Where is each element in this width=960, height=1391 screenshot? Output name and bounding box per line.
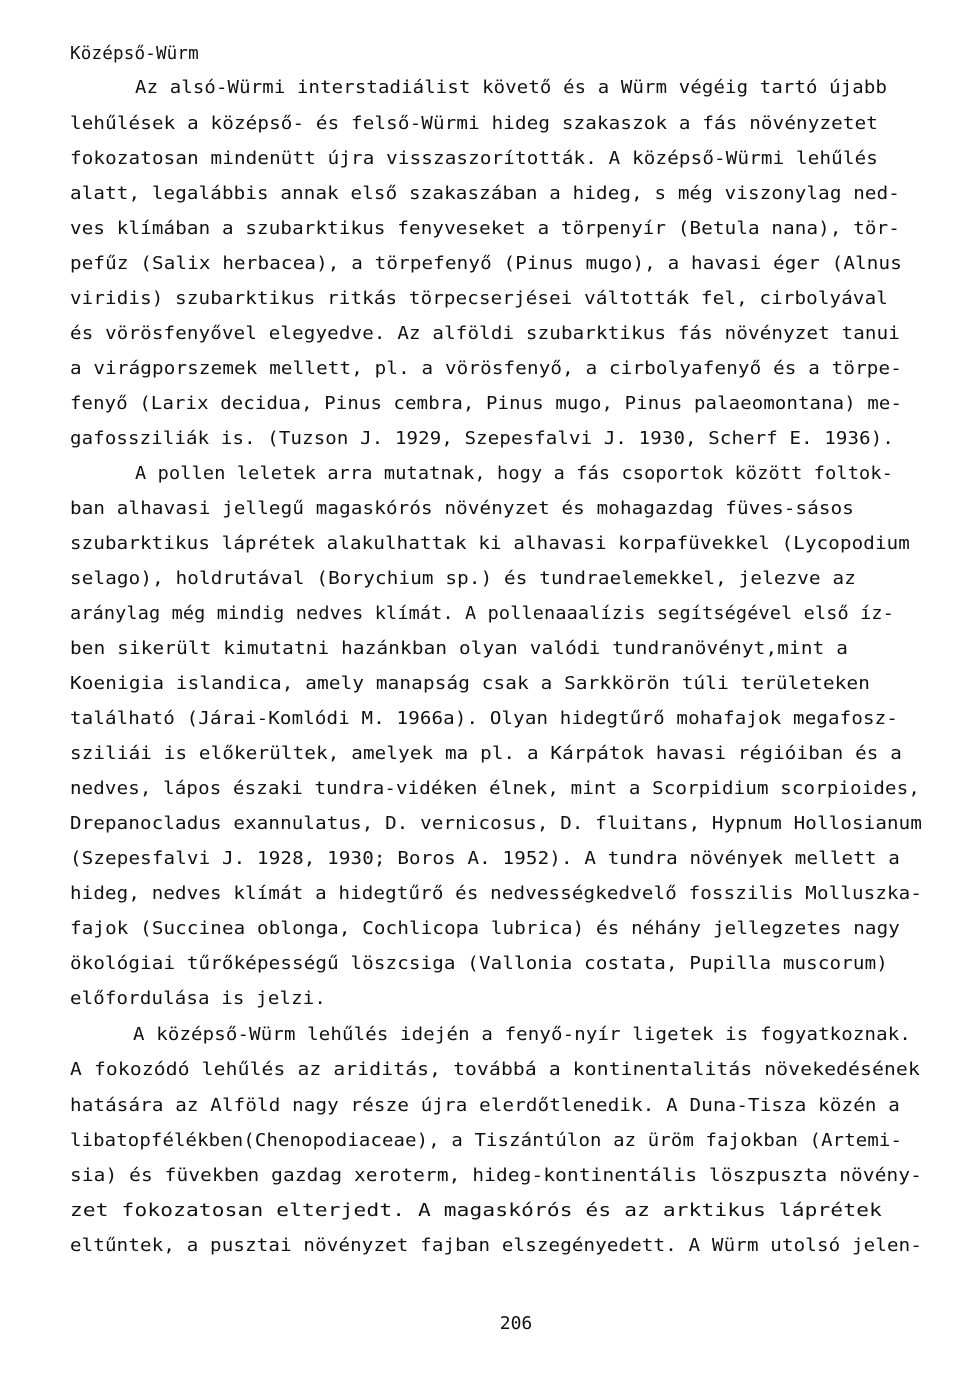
text-line: fenyő (Larix decidua, Pinus cembra, Pinus mugo, Pinus palaeomontana) me- — [70, 394, 903, 414]
text-line: selago), holdrutával (Borychium sp.) és tundraelemekkel, jelezve az — [70, 569, 856, 589]
text-line: nedves, lápos északi tundra-vidéken élnek, mint a Scorpidium scorpioides, — [70, 779, 920, 799]
text-line: hatására az Alföld nagy része újra elerdőtlenedik. A Duna-Tisza közén a — [70, 1096, 900, 1116]
text-line: Drepanocladus exannulatus, D. vernicosus, D. fluitans, Hypnum Hollosianum — [70, 814, 923, 834]
text-line: Koenigia islandica, amely manapság csak a Sarkkörön túli területeken — [70, 674, 871, 694]
text-line: sziliái is előkerültek, amelyek ma pl. a Kárpátok havasi régióiban és a — [70, 744, 902, 764]
text-line: hideg, nedves klímát a hidegtűrő és nedvességkedvelő fosszilis Molluszka- — [70, 884, 923, 904]
page-number: 206 — [499, 1313, 533, 1334]
text-line: előfordulása is jelzi. — [70, 989, 327, 1009]
text-line: alatt, legalábbis annak első szakaszában a hideg, s még viszonylag ned- — [70, 184, 900, 204]
text-line: fokozatosan mindenütt újra visszaszorították. A középső-Würmi lehűlés — [70, 149, 879, 169]
text-line: ban alhavasi jellegű magaskórós növényzet és mohagazdag füves-sásos — [70, 499, 855, 519]
text-line: libatopfélékben(Chenopodiaceae), a Tiszántúlon az üröm fajokban (Artemi- — [70, 1131, 903, 1151]
text-line: A pollen leletek arra mutatnak, hogy a fás csoportok között foltok- — [135, 464, 893, 484]
text-line: található (Járai-Komlódi M. 1966a). Olyan hidegtűrő mohafajok megafosz- — [70, 709, 899, 729]
text-line: gafossziliák is. (Tuzson J. 1929, Szepesfalvi J. 1930, Scherf E. 1936). — [70, 429, 894, 449]
text-line: lehűlések a középső- és felső-Würmi hideg szakaszok a fás növényzetet — [70, 114, 879, 134]
text-line: A középső-Würm lehűlés idején a fenyő-nyír ligetek is fogyatkoznak. — [133, 1025, 911, 1045]
text-line: Az alsó-Würmi interstadiálist követő és a Würm végéig tartó újabb — [135, 78, 888, 98]
text-line: aránylag még mindig nedves klímát. A pollenaaalízis segítségével első íz- — [70, 604, 894, 624]
text-line: pefűz (Salix herbacea), a törpefenyő (Pinus mugo), a havasi éger (Alnus — [70, 254, 902, 274]
section-heading: Középső-Würm — [70, 44, 199, 64]
text-line: eltűntek, a pusztai növényzet fajban elszegényedett. A Würm utolsó jelen- — [70, 1236, 923, 1256]
text-line: és vörösfenyővel elegyedve. Az alföldi szubarktikus fás növényzet tanui — [70, 324, 900, 344]
text-line: ves klímában a szubarktikus fenyveseket a törpenyír (Betula nana), tör- — [70, 219, 900, 239]
text-line: a virágporszemek mellett, pl. a vörösfenyő, a cirbolyafenyő és a törpe- — [70, 359, 902, 379]
text-line: (Szepesfalvi J. 1928, 1930; Boros A. 1952). A tundra növények mellett a — [70, 849, 900, 869]
text-line: viridis) szubarktikus ritkás törpecserjései váltották fel, cirbolyával — [70, 289, 888, 309]
text-line: A fokozódó lehűlés az ariditás, továbbá a kontinentalitás növekedésének — [70, 1060, 920, 1080]
text-line: fajok (Succinea oblonga, Cochlicopa lubrica) és néhány jellegzetes nagy — [70, 919, 900, 939]
text-line: ökológiai tűrőképességű löszcsiga (Vallonia costata, Pupilla muscorum) — [70, 954, 888, 974]
text-line: ben sikerült kimutatni hazánkban olyan valódi tundranövényt,mint a — [70, 639, 848, 659]
text-line: szubarktikus láprétek alakulhattak ki alhavasi korpafüvekkel (Lycopodium — [70, 534, 910, 554]
text-line: sia) és füvekben gazdag xeroterm, hideg-kontinentális löszpuszta növény- — [70, 1166, 923, 1186]
text-line: zet fokozatosan elterjedt. A magaskórós és az arktikus láprétek — [70, 1201, 883, 1221]
